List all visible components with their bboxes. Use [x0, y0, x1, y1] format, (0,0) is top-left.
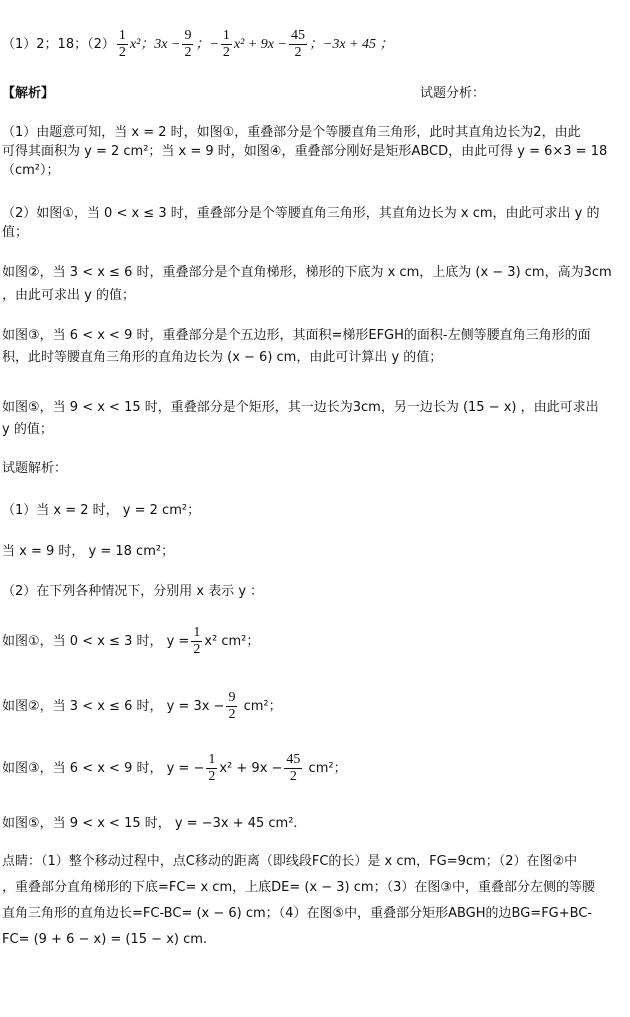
case-3-fraction-1: $\frac{1}{2}$	[208, 752, 216, 784]
comment-line: ，重叠部分直角梯形的下底=FC= x cm，上底DE= (x − 3) cm；（3）在图③中，重叠部分左侧的等腰	[2, 880, 595, 895]
solution-line: （1）当 x = 2 时， y = 2 cm²；	[2, 503, 201, 518]
answer-part-1: （1）2；18；（2）	[2, 37, 115, 52]
case-2: 如图②，当 3 < x ≤ 6 时， y = 3x − $\frac{9}{2}$ cm²；	[2, 690, 282, 722]
analysis-line: 如图⑤，当 9 < x < 15 时，重叠部分是个矩形，其一边长为3cm，另一边长为 (15 − x) ，由此可求出	[2, 400, 599, 415]
analysis-title: 试题分析：	[420, 86, 486, 101]
analysis-line: （1）由题意可知，当 x = 2 时，如图①，重叠部分是个等腰直角三角形，此时其直角边长为2，由此	[2, 125, 581, 140]
comment-line: FC= (9 + 6 − x) = (15 − x) cm.	[2, 932, 208, 947]
analysis-line: 积，此时等腰直角三角形的直角边长为 (x − 6) cm，由此可计算出 y 的值；	[2, 350, 443, 365]
case-1-fraction: $\frac{1}{2}$	[193, 625, 201, 657]
analysis-line: 值；	[2, 225, 29, 240]
analysis-line: （cm²）；	[2, 163, 60, 178]
case-2-fraction: $\frac{9}{2}$	[228, 690, 236, 722]
analysis-line: 如图③，当 6 < x < 9 时，重叠部分是个五边形，其面积=梯形EFGH的面积-左侧等腰直角三角形的面	[2, 328, 591, 343]
answer-line: （1）2；18；（2） $\frac{1}{2}$ x²；3x − $\frac{9}{2}$ ；− $\frac{1}{2}$ x² + 9x − $\frac{45}{2}$ ；−3x + 45 ；	[2, 28, 394, 60]
fraction-4: $\frac{45}{2}$	[290, 28, 305, 60]
comment-line: 直角三角形的直角边长=FC-BC= (x − 6) cm；（4）在图⑤中，重叠部分矩形ABGH的边BG=FG+BC-	[2, 906, 593, 921]
fraction-2: $\frac{9}{2}$	[184, 28, 192, 60]
section-title: 【解析】	[2, 86, 55, 101]
analysis-line: 如图②，当 3 < x ≤ 6 时，重叠部分是个直角梯形，梯形的下底为 x cm，上底为 (x − 3) cm，高为3cm	[2, 265, 612, 280]
comment-line: 点睛：（1）整个移动过程中，点C移动的距离（即线段FC的长）是 x cm，FG=9cm；（2）在图②中	[2, 854, 578, 869]
case-3-fraction-2: $\frac{45}{2}$	[286, 752, 301, 784]
solution-title: 试题解析：	[2, 461, 68, 476]
case-4: 如图⑤，当 9 < x < 15 时， y = −3x + 45 cm².	[2, 816, 298, 831]
fraction-1: $\frac{1}{2}$	[118, 28, 126, 60]
case-1: 如图①，当 0 < x ≤ 3 时， y = $\frac{1}{2}$ x² cm²；	[2, 625, 260, 657]
case-3: 如图③，当 6 < x < 9 时， y = − $\frac{1}{2}$ x² + 9x − $\frac{45}{2}$ cm²；	[2, 752, 347, 784]
solution-line: （2）在下列各种情况下，分别用 x 表示 y ：	[2, 584, 264, 599]
analysis-line: ，由此可求出 y 的值；	[2, 288, 135, 303]
solution-line: 当 x = 9 时， y = 18 cm²；	[2, 544, 175, 559]
fraction-3: $\frac{1}{2}$	[222, 28, 230, 60]
analysis-line: （2）如图①，当 0 < x ≤ 3 时，重叠部分是个等腰直角三角形，其直角边长为 x cm，由此可求出 y 的	[2, 206, 600, 221]
analysis-line: y 的值；	[2, 422, 53, 437]
analysis-line: 可得其面积为 y = 2 cm²；当 x = 9 时，如图④，重叠部分刚好是矩形ABCD，由此可得 y = 6×3 = 18	[2, 144, 608, 159]
